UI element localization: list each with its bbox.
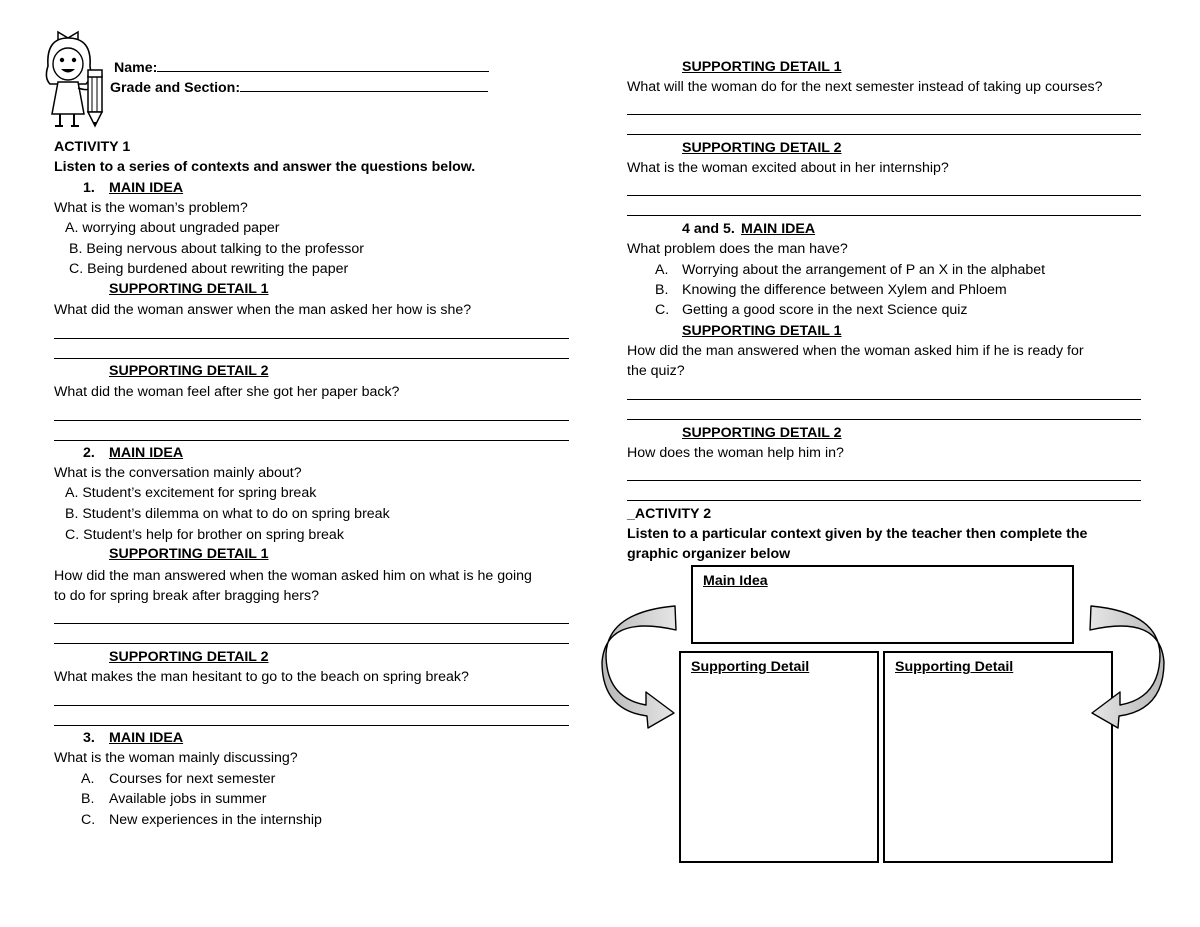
answer-line[interactable] xyxy=(627,114,1141,115)
q45-option-b-letter: B. xyxy=(655,282,669,298)
q3-option-b[interactable]: Available jobs in summer xyxy=(109,791,267,807)
name-field[interactable] xyxy=(114,57,489,78)
q3-heading: MAIN IDEA xyxy=(109,730,184,746)
activity2-instruction-line2: graphic organizer below xyxy=(627,546,791,562)
q2-number: 2. xyxy=(83,445,95,461)
q3-sd1-question: What will the woman do for the next semester instead of taking up courses? xyxy=(627,79,1103,95)
q1-option-a[interactable]: A. worrying about ungraded paper xyxy=(65,220,280,236)
q45-number: 4 and 5. xyxy=(682,221,735,237)
q1-number: 1. xyxy=(83,180,95,196)
grade-section-label: Grade and Section: xyxy=(110,80,241,96)
q3-option-a[interactable]: Courses for next semester xyxy=(109,771,276,787)
grade-section-line[interactable] xyxy=(240,77,488,92)
q1-question: What is the woman’s problem? xyxy=(54,200,248,216)
answer-line[interactable] xyxy=(54,705,569,706)
supporting-detail-label-right: Supporting Detail xyxy=(895,659,1014,675)
q2-option-a[interactable]: A. Student’s excitement for spring break xyxy=(65,485,317,501)
q2-sd1-question-line2: to do for spring break after bragging hers? xyxy=(54,588,319,604)
name-label: Name: xyxy=(114,60,158,76)
q1-sd1-heading: SUPPORTING DETAIL 1 xyxy=(109,281,269,297)
q45-option-c-letter: C. xyxy=(655,302,670,318)
answer-line[interactable] xyxy=(54,643,569,644)
q1-sd1-question: What did the woman answer when the man asked her how is she? xyxy=(54,302,472,318)
main-idea-box[interactable] xyxy=(691,565,1074,644)
q2-sd2-question: What makes the man hesitant to go to the beach on spring break? xyxy=(54,669,469,685)
activity1-title: ACTIVITY 1 xyxy=(54,139,131,155)
q45-option-a-letter: A. xyxy=(655,262,669,278)
answer-line[interactable] xyxy=(627,195,1141,196)
answer-line[interactable] xyxy=(627,500,1141,501)
q45-sd2-heading: SUPPORTING DETAIL 2 xyxy=(682,425,842,441)
q1-heading: MAIN IDEA xyxy=(109,180,184,196)
answer-line[interactable] xyxy=(54,725,569,726)
q2-option-b[interactable]: B. Student’s dilemma on what to do on spring break xyxy=(65,506,390,522)
q45-question: What problem does the man have? xyxy=(627,241,848,257)
q3-sd1-heading: SUPPORTING DETAIL 1 xyxy=(682,59,842,75)
q3-question: What is the woman mainly discussing? xyxy=(54,750,298,766)
q45-sd2-question: How does the woman help him in? xyxy=(627,445,844,461)
answer-line[interactable] xyxy=(627,399,1141,400)
q3-sd2-heading: SUPPORTING DETAIL 2 xyxy=(682,140,842,156)
q3-option-c[interactable]: New experiences in the internship xyxy=(109,812,322,828)
q3-number: 3. xyxy=(83,730,95,746)
supporting-detail-label-left: Supporting Detail xyxy=(691,659,810,675)
q2-option-c[interactable]: C. Student’s help for brother on spring break xyxy=(65,527,344,543)
answer-line[interactable] xyxy=(627,419,1141,420)
answer-line[interactable] xyxy=(54,338,569,339)
name-line[interactable] xyxy=(157,57,489,72)
girl-holding-pencil-icon xyxy=(40,26,110,131)
q45-option-c[interactable]: Getting a good score in the next Science quiz xyxy=(682,302,968,318)
supporting-detail-box-left[interactable] xyxy=(679,651,879,863)
answer-line[interactable] xyxy=(627,134,1141,135)
q3-sd2-question: What is the woman excited about in her internship? xyxy=(627,160,949,176)
curved-arrow-icon xyxy=(600,602,680,732)
answer-line[interactable] xyxy=(54,358,569,359)
q2-sd2-heading: SUPPORTING DETAIL 2 xyxy=(109,649,269,665)
answer-line[interactable] xyxy=(54,623,569,624)
activity2-instruction-line1: Listen to a particular context given by the teacher then complete the xyxy=(627,526,1088,542)
answer-line[interactable] xyxy=(54,440,569,441)
q1-sd2-question: What did the woman feel after she got her paper back? xyxy=(54,384,400,400)
q2-sd1-heading: SUPPORTING DETAIL 1 xyxy=(109,546,269,562)
activity1-instruction: Listen to a series of contexts and answer the questions below. xyxy=(54,159,476,175)
q1-sd2-heading: SUPPORTING DETAIL 2 xyxy=(109,363,269,379)
q2-sd1-question-line1: How did the man answered when the woman asked him on what is he going xyxy=(54,568,532,584)
main-idea-label: Main Idea xyxy=(703,573,768,589)
q1-option-b[interactable]: B. Being nervous about talking to the professor xyxy=(69,241,364,257)
q45-option-a[interactable]: Worrying about the arrangement of P an X in the alphabet xyxy=(682,262,1046,278)
q2-question: What is the conversation mainly about? xyxy=(54,465,302,481)
grade-section-field[interactable] xyxy=(110,77,488,98)
q45-heading: MAIN IDEA xyxy=(741,221,816,237)
q45-sd1-heading: SUPPORTING DETAIL 1 xyxy=(682,323,842,339)
answer-line[interactable] xyxy=(627,480,1141,481)
q2-heading: MAIN IDEA xyxy=(109,445,184,461)
curved-arrow-icon xyxy=(1086,602,1166,732)
supporting-detail-box-right[interactable] xyxy=(883,651,1113,863)
q1-option-c[interactable]: C. Being burdened about rewriting the paper xyxy=(69,261,349,277)
q45-sd1-question-line2: the quiz? xyxy=(627,363,685,379)
q3-option-c-letter: C. xyxy=(81,812,96,828)
q45-option-b[interactable]: Knowing the difference between Xylem and Phloem xyxy=(682,282,1007,298)
q45-sd1-question-line1: How did the man answered when the woman asked him if he is ready for xyxy=(627,343,1084,359)
answer-line[interactable] xyxy=(627,215,1141,216)
answer-line[interactable] xyxy=(54,420,569,421)
activity2-title: _ACTIVITY 2 xyxy=(627,506,712,522)
q3-option-a-letter: A. xyxy=(81,771,95,787)
q3-option-b-letter: B. xyxy=(81,791,95,807)
